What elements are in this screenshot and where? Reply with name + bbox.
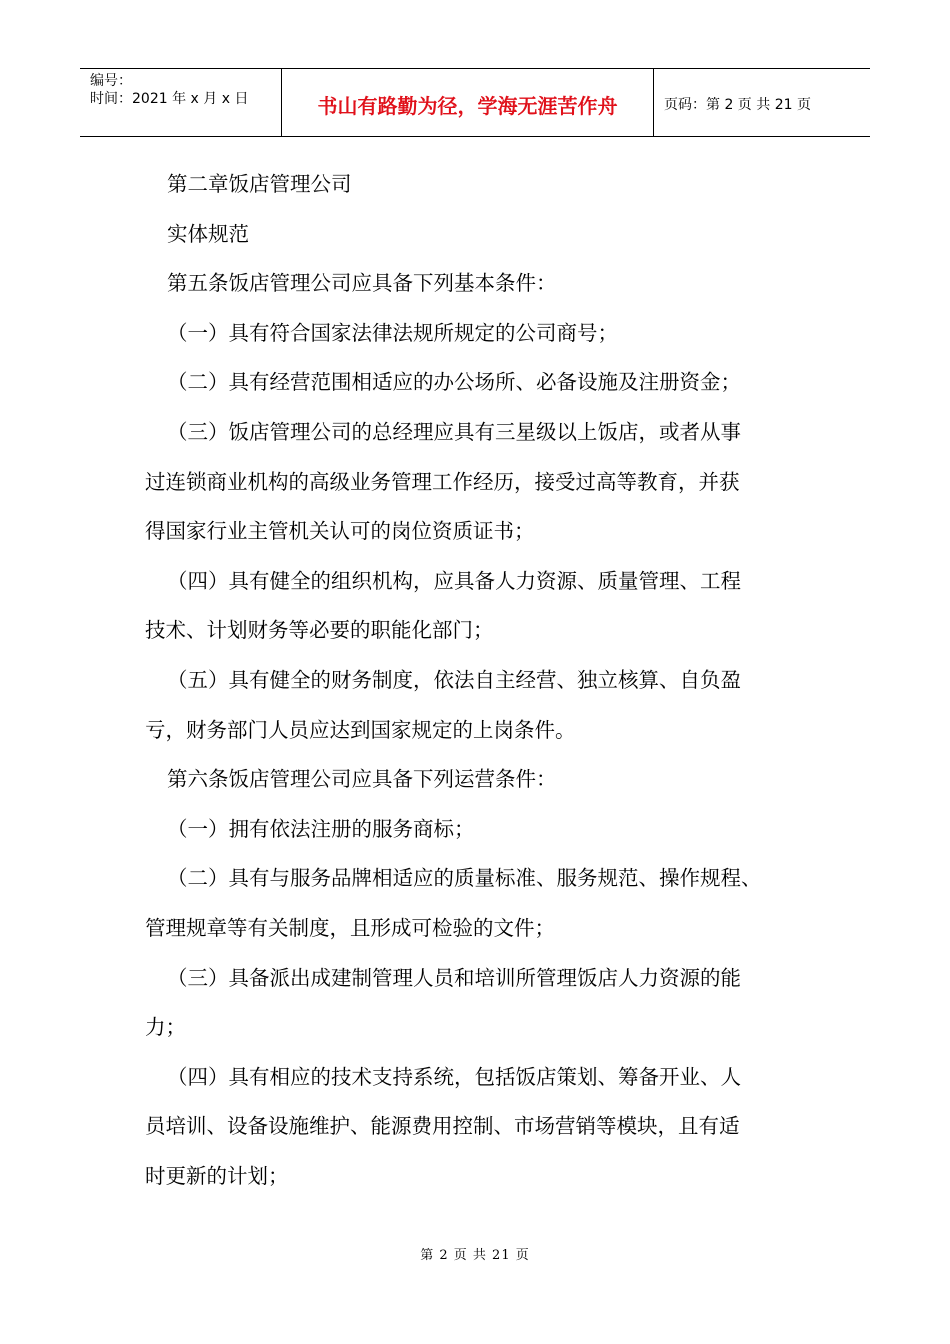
body-text-line: （二）具有与服务品牌相适应的质量标准、服务规范、操作规程、 (167, 866, 762, 891)
body-text-line: （三）饭店管理公司的总经理应具有三星级以上饭店，或者从事 (167, 419, 741, 444)
body-text-line: 员培训、设备设施维护、能源费用控制、市场营销等模块，且有适 (145, 1114, 740, 1139)
doc-number-label: 编号： (90, 73, 132, 89)
header-meta-cell (80, 69, 282, 136)
page-footer (0, 1244, 950, 1263)
body-text-line: 技术、计划财务等必要的职能化部门； (145, 618, 494, 643)
body-text-line: 管理规章等有关制度，且形成可检验的文件； (145, 915, 555, 940)
body-text-line: （一）拥有依法注册的服务商标； (167, 816, 475, 841)
header-motto-cell (282, 69, 654, 136)
body-text-line: （四）具有相应的技术支持系统，包括饭店策划、筹备开业、人 (167, 1064, 741, 1089)
body-text-line: 力； (145, 1015, 186, 1040)
body-text-line: 第二章饭店管理公司 (167, 172, 352, 196)
body-text-line: （五）具有健全的财务制度，依法自主经营、独立核算、自负盈 (167, 667, 741, 692)
body-text-line: （四）具有健全的组织机构，应具备人力资源、质量管理、工程 (167, 568, 741, 593)
document-body (145, 160, 807, 1201)
doc-time-line: 时间：2021 年 x 月 x 日 (90, 91, 249, 107)
header-page-info: 页码：第 2 页 共 21 页 (664, 96, 811, 113)
document-header (80, 68, 870, 137)
body-text-line: （一）具有符合国家法律法规所规定的公司商号； (167, 320, 618, 345)
body-text-line: （二）具有经营范围相适应的办公场所、必备设施及注册资金； (167, 370, 741, 395)
body-text-line: 亏，财务部门人员应达到国家规定的上岗条件。 (145, 717, 576, 742)
header-motto: 书山有路勤为径，学海无涯苦作舟 (317, 94, 618, 118)
header-page-cell (654, 69, 870, 136)
body-text-line: 时更新的计划； (145, 1163, 289, 1188)
body-text-line: 实体规范 (167, 221, 249, 246)
body-text-line: 过连锁商业机构的高级业务管理工作经历，接受过高等教育，并获 (145, 469, 740, 494)
footer-page-number: 第 2 页 共 21 页 (420, 1248, 530, 1263)
body-text-line: 第六条饭店管理公司应具备下列运营条件： (167, 767, 557, 792)
body-text-line: （三）具备派出成建制管理人员和培训所管理饭店人力资源的能 (167, 965, 741, 990)
body-text-line: 得国家行业主管机关认可的岗位资质证书； (145, 519, 535, 544)
body-text-line: 第五条饭店管理公司应具备下列基本条件： (167, 271, 557, 296)
